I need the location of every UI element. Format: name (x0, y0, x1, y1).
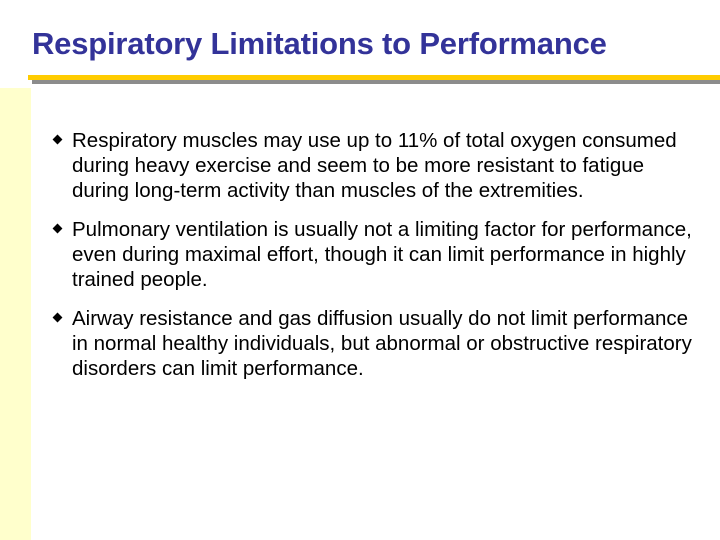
left-accent-strip (0, 88, 31, 540)
title-underline (28, 75, 720, 83)
diamond-bullet-icon (53, 224, 63, 234)
bullet-text: Pulmonary ventilation is usually not a limiting factor for performance, even during maximal effort, though it can limit performance in highly trained people. (72, 218, 692, 291)
bullet-text: Airway resistance and gas diffusion usually do not limit performance in normal healthy individuals, but abnormal or obstructive respiratory disorders can limit performance. (72, 307, 692, 380)
bullet-item (54, 306, 704, 381)
title-underline-bar (28, 75, 720, 80)
bullet-text: Respiratory muscles may use up to 11% of total oxygen consumed during heavy exercise and seem to be more resistant to fatigue during long-term activity than muscles of the extremities. (72, 129, 677, 202)
slide-title: Respiratory Limitations to Performance (32, 26, 607, 61)
bullet-item (54, 128, 704, 203)
diamond-bullet-icon (53, 313, 63, 323)
bullet-item (54, 217, 704, 292)
bullet-list (54, 128, 704, 395)
diamond-bullet-icon (53, 135, 63, 145)
